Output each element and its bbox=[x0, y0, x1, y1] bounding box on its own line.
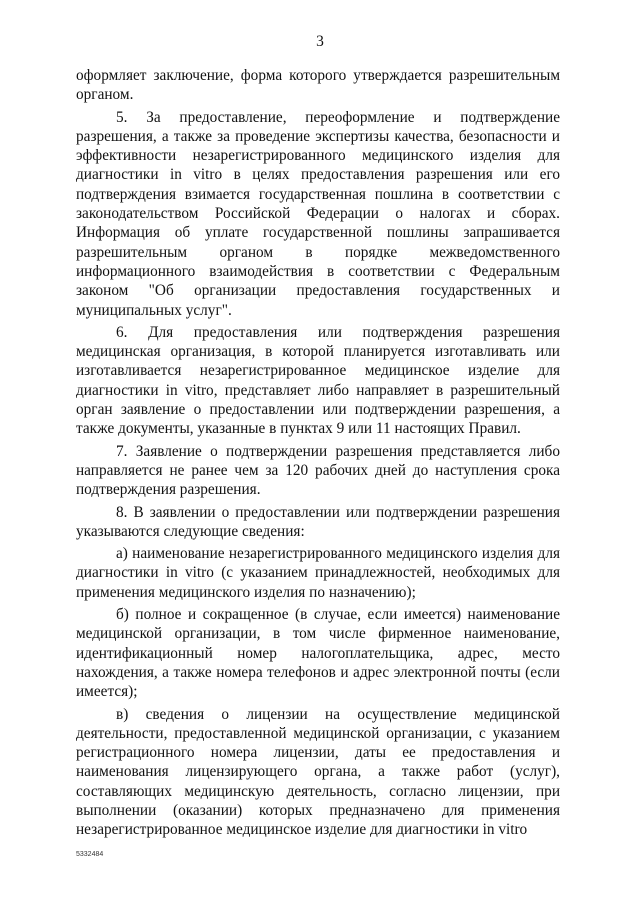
paragraph-continuation: оформляет заключение, форма которого утверждается разрешительным органом. bbox=[76, 67, 560, 104]
paragraph-6: 6. Для предоставления или подтверждения разрешения медицинская организация, в которой планируется изготавливать или изготавливается незарегистрированное медицинское изделие для диагностики in vitro, представляет либо направляет в разрешительный орган заявление о предоставлении или подтверждении разрешения, а также документы, указанные в пунктах 9 или 11 настоящих Правил. bbox=[76, 323, 560, 438]
paragraph-5: 5. За предоставление, переоформление и подтверждение разрешения, а также за проведение экспертизы качества, безопасности и эффективности незарегистрированного медицинского изделия для диагностики in vitro в целях предоставления разрешения или его подтверждения взимается государственная пошлина в соответствии с законодательством Российской Федерации о налогах и сборах. Информация об уплате государственной пошлины запрашивается разрешительным органом в порядке межведомственного информационного взаимодействия в соответствии с Федеральным законом "Об организации предоставления государственных и муниципальных услуг". bbox=[76, 108, 560, 319]
list-item-a: а) наименование незарегистрированного медицинского изделия для диагностики in vitro (с указанием принадлежностей, необходимых для применения медицинского изделия по назначению); bbox=[76, 545, 560, 601]
list-item-b: б) полное и сокращенное (в случае, если имеется) наименование медицинской организации, в том числе фирменное наименование, идентификационный номер налогоплательщика, адрес, место нахождения, а также номера телефонов и адрес электронной почты (если имеется); bbox=[76, 606, 560, 701]
paragraph-7: 7. Заявление о подтверждении разрешения представляется либо направляется не ранее чем за 120 рабочих дней до наступления срока подтверждения разрешения. bbox=[76, 442, 560, 499]
list-item-v: в) сведения о лицензии на осуществление медицинской деятельности, предоставленной медицинской организации, с указанием регистрационного номера лицензии, даты ее предоставления и наименования лицензирующего органа, а также работ (услуг), составляющих медицинскую деятельность, согласно лицензии, при выполнении (оказании) которых предназначено для применения незарегистрированное медицинское изделие для диагностики in vitro bbox=[76, 705, 560, 839]
document-body bbox=[76, 66, 560, 840]
document-code: 5332484 bbox=[76, 851, 104, 858]
page-number: 3 bbox=[316, 33, 324, 50]
paragraph-8: 8. В заявлении о предоставлении или подтверждении разрешения указываются следующие сведения: bbox=[76, 503, 560, 540]
